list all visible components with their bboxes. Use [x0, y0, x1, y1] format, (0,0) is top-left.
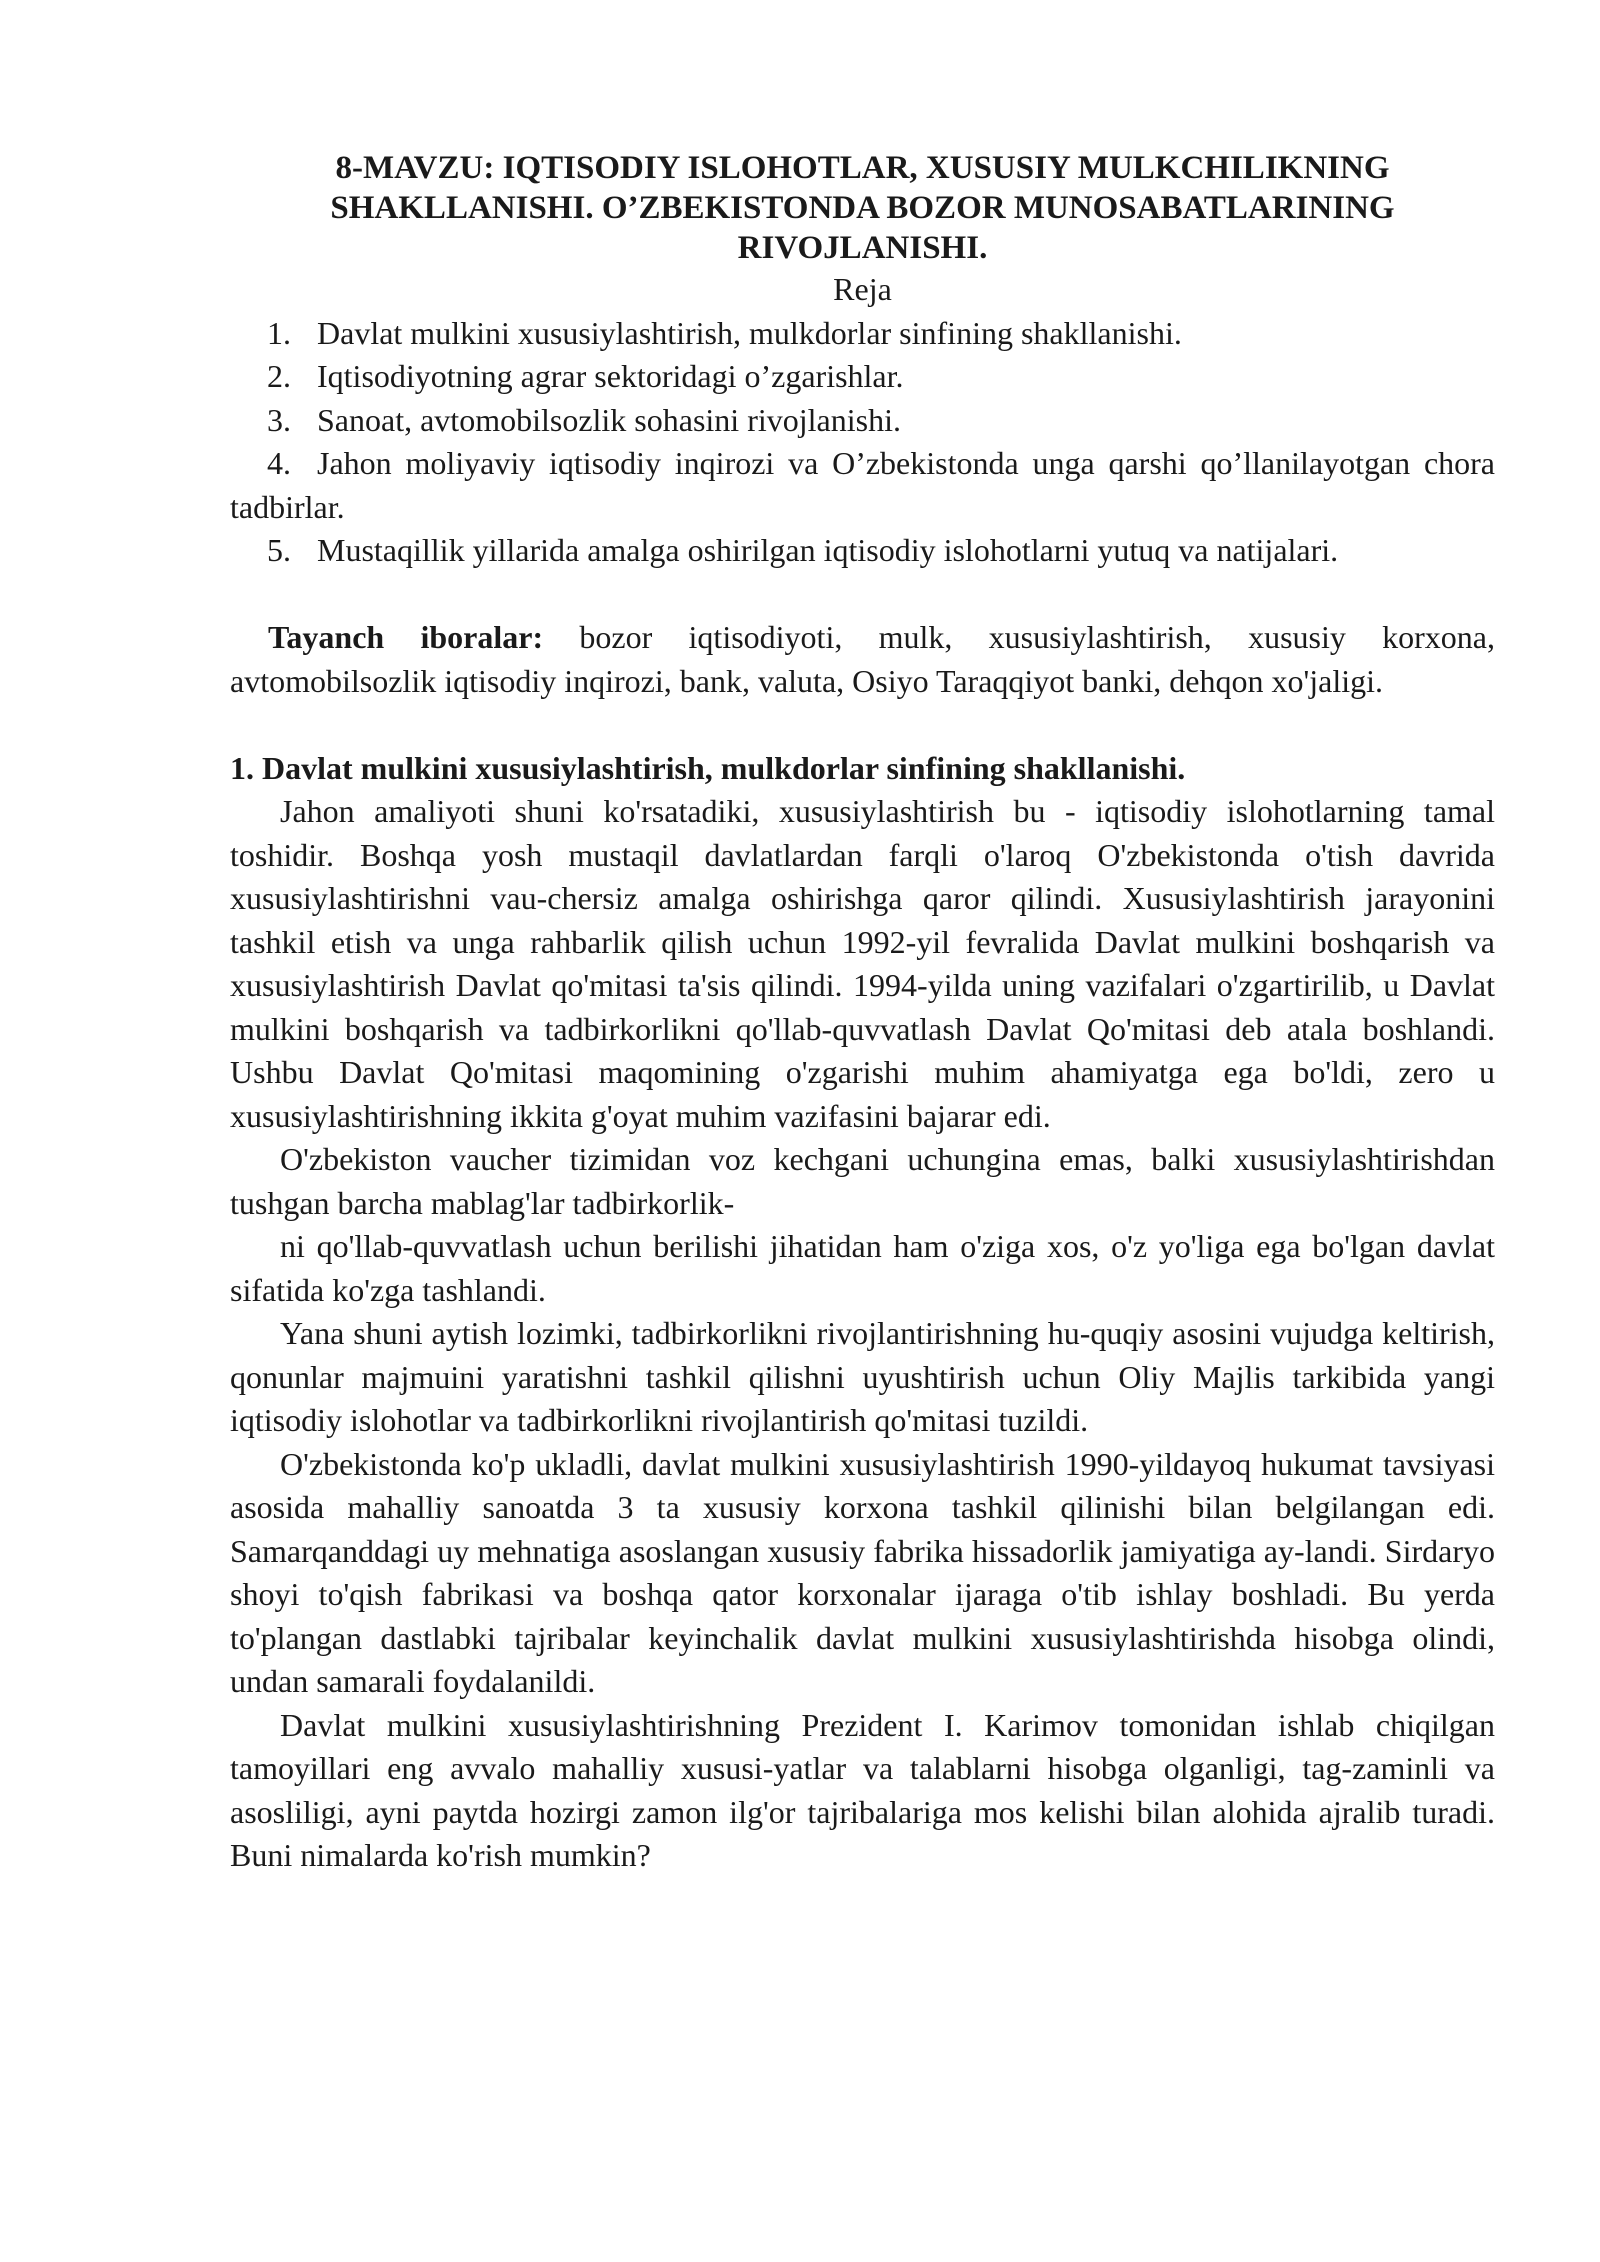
- plan-item: [230, 312, 1495, 356]
- plan-item-text: Iqtisodiyotning agrar sektoridagi o’zgarishlar.: [317, 358, 904, 394]
- plan-item-text: Jahon moliyaviy iqtisodiy inqirozi va O’zbekistonda unga qarshi qo’llanilayotgan chora tadbirlar.: [230, 445, 1495, 525]
- body-paragraph: O'zbekistonda ko'p ukladli, davlat mulkini xususiylashtirish 1990-yildayoq hukumat tavsiyasi asosida mahalliy sanoatda 3 ta xususiy korxona tashkil qilinishi bilan belgilangan edi. Samarqanddagi uy mehnatiga asoslangan xususiy fabrika hissadorlik jamiyatiga ay-landi. Sirdaryo shoyi to'qish fabrikasi va boshqa qator korxonalar ijaraga o'tib ishlay boshladi. Bu yerda to'plangan dastlabki tajribalar keyinchalik davlat mulkini xususiylashtirishda hisobga olindi, undan samarali foydalanildi.: [230, 1445, 1495, 1699]
- plan-item-number: 1.: [267, 314, 291, 351]
- plan-item: [230, 399, 1495, 443]
- section-heading: 1. Davlat mulkini xususiylashtirish, mulkdorlar sinfining shakllanishi.: [230, 749, 1186, 786]
- plan-item-number: 2.: [267, 358, 291, 394]
- keywords-text: bozor iqtisodiyoti, mulk, xususiylashtirish, xususiy korxona, avtomobilsozlik iqtisodiy inqirozi, bank, valuta, Osiyo Taraqqiyot banki, dehqon xo'jaligi.: [230, 619, 1496, 699]
- plan-item-number: 3.: [267, 401, 291, 438]
- plan-item-number: 4.: [267, 445, 291, 481]
- plan-heading: Reja: [833, 271, 892, 307]
- body-paragraph: Davlat mulkini xususiylashtirishning Prezident I. Karimov tomonidan ishlab chiqilgan tamoyillari eng avvalo mahalliy xususi-yatlar va talablarni hisobga olganligi, tag-zaminli va asosliligi, ayni paytda hozirgi zamon ilg'or tajribalariga mos kelishi bilan alohida ajralib turadi. Buni nimalarda ko'rish mumkin?: [230, 1706, 1495, 1873]
- body-paragraph: ni qo'llab-quvvatlash uchun berilishi jihatidan ham o'ziga xos, o'z yo'liga ega bo'lgan davlat sifatida ko'zga tashlandi.: [230, 1228, 1495, 1308]
- document-page: [230, 148, 1495, 1878]
- body-paragraph: Jahon amaliyoti shuni ko'rsatadiki, xususiylashtirish bu - iqtisodiy islohotlarning tamal toshidir. Boshqa yosh mustaqil davlatlardan farqli o'laroq O'zbekistonda o'tish davrida xususiylashtirishni vau-chersiz amalga oshirishga qaror qilindi. Xususiylashtirish jarayonini tashkil etish va unga rahbarlik qilish uchun 1992-yil fevralida Davlat mulkini boshqarish va xususiylashtirish Davlat qo'mitasi ta'sis qilindi. 1994-yilda uning vazifalari o'zgartirilib, u Davlat mulkini boshqarish va tadbirkorlikni qo'llab-quvvatlash Davlat Qo'mitasi deb atala boshlandi. Ushbu Davlat Qo'mitasi maqomining o'zgarishi muhim ahamiyatga ega bo'ldi, zero u xususiylashtirishning ikkita g'oyat muhim vazifasini bajarar edi.: [230, 793, 1495, 1134]
- plan-item: [230, 355, 1495, 399]
- spacer: [230, 703, 1495, 747]
- body-paragraph: Yana shuni aytish lozimki, tadbirkorlikni rivojlantirishning hu-quqiy asosini vujudga keltirish, qonunlar majmuini yaratishni tashkil qilishni uyushtirish uchun Oliy Majlis tarkibida yangi iqtisodiy islohotlar va tadbirkorlikni rivojlantirish qo'mitasi tuzildi.: [230, 1315, 1495, 1438]
- body-paragraph: O'zbekiston vaucher tizimidan voz kechgani uchungina emas, balki xususiylashtirishdan tushgan barcha mablag'lar tadbirkorlik-: [230, 1141, 1495, 1221]
- plan-item-text: Davlat mulkini xususiylashtirish, mulkdorlar sinfining shakllanishi.: [317, 314, 1182, 351]
- plan-item-text: Sanoat, avtomobilsozlik sohasini rivojlanishi.: [317, 401, 901, 438]
- plan-list: [230, 312, 1495, 573]
- plan-item: [230, 442, 1495, 529]
- keywords-label: Tayanch iboralar:: [268, 619, 544, 655]
- plan-item-number: 5.: [267, 532, 291, 568]
- document-title: 8-MAVZU: IQTISODIY ISLOHOTLAR, XUSUSIY MULKCHILIKNING SHAKLLANISHI. O’ZBEKISTONDA BOZOR MUNOSABATLARINING RIVOJLANISHI.: [330, 150, 1395, 266]
- plan-item: [230, 529, 1495, 573]
- keywords-paragraph: [230, 616, 1495, 703]
- plan-item-text: Mustaqillik yillarida amalga oshirilgan iqtisodiy islohotlarni yutuq va natijalari.: [317, 532, 1339, 568]
- spacer: [230, 573, 1495, 617]
